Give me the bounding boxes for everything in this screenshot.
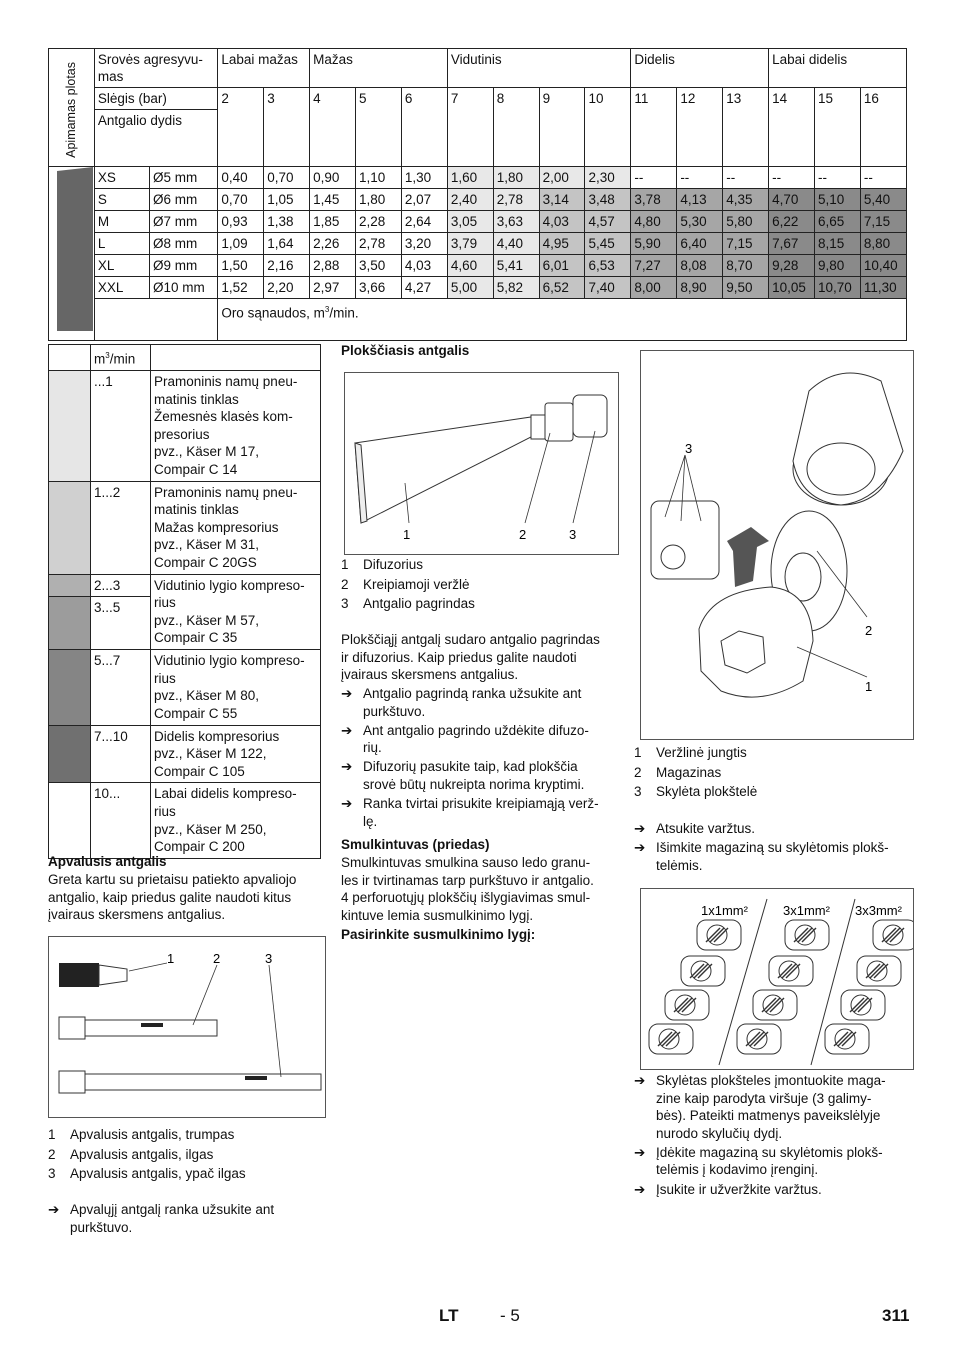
plates-figure (640, 888, 914, 1070)
compressor-description: Didelis kompresorius pvz., Käser M 122, Compair C 105 (151, 725, 321, 783)
aggr-label: Srovės agresyvu-mas (94, 49, 217, 88)
instruction-step: ➔ Įdėkite magaziną su skylėtomis plokš- telėmis į kodavimo įrenginį. (634, 1144, 883, 1178)
diameter-xxl: Ø10 mm (149, 277, 217, 299)
consumption-cell: 0,93 (218, 211, 264, 233)
air-consumption-unit: Oro sąnaudos, $m^3/\min$. (218, 299, 907, 341)
diameter-s: Ø6 mm (149, 189, 217, 211)
consumption-cell: 10,40 (860, 255, 906, 277)
pressure-5: 5 (356, 88, 402, 167)
consumption-cell: 1,30 (401, 167, 447, 189)
consumption-cell: 3,79 (447, 233, 493, 255)
diameter-xs: Ø5 mm (149, 167, 217, 189)
instruction-step: ➔ Ranka tvirtai prisukite kreipiamąją verž- lę. (341, 796, 599, 829)
consumption-cell: 5,90 (631, 233, 677, 255)
diameter-xl: Ø9 mm (149, 255, 217, 277)
consumption-cell: 2,40 (447, 189, 493, 211)
shade-swatch (49, 650, 91, 725)
consumption-cell: 2,30 (585, 167, 631, 189)
consumption-cell: 9,80 (815, 255, 861, 277)
side-label-cell (49, 49, 95, 167)
perforated-plate (825, 1024, 869, 1054)
consumption-cell: 7,15 (723, 233, 769, 255)
consumption-cell: 4,13 (677, 189, 723, 211)
legend-item: 2 Kreipiamoji veržlė (341, 576, 470, 592)
instruction-step: ➔ Atsukite varžtus. (634, 821, 756, 836)
group-very-small: Labai mažas (218, 49, 310, 88)
consumption-cell: 4,57 (585, 211, 631, 233)
consumption-cell: -- (631, 167, 677, 189)
consumption-cell: 1,09 (218, 233, 264, 255)
arrow-right-icon: ➔ (341, 796, 353, 812)
flat-text: Plokščiąjį antgalį sudaro antgalio pagrindas ir difuzorius. Kaip priedus galite naudoti įvairaus skersmens antgalius. (341, 632, 600, 683)
consumption-cell: 8,15 (815, 233, 861, 255)
pressure-16: 16 (860, 88, 906, 167)
perforated-plate (873, 920, 913, 950)
consumption-cell: 5,45 (585, 233, 631, 255)
arrow-right-icon: ➔ (341, 686, 353, 701)
crusher-text: Smulkintuvas smulkina sauso ledo granu- les ir tvirtinamas tarp purkštuvo ir antgalio. 4 perforuotųjų plokščių išlygiavimas smul- kintuve lemia susmulkinimo lygį. (341, 855, 594, 923)
diameter-m: Ø7 mm (149, 211, 217, 233)
perforated-plate (649, 1024, 693, 1054)
flat-nozzle-drawing (345, 373, 618, 554)
consumption-cell: 10,70 (815, 277, 861, 299)
pressure-14: 14 (769, 88, 815, 167)
consumption-cell: 3,66 (356, 277, 402, 299)
size-m: M (94, 211, 149, 233)
consumption-cell: 7,27 (631, 255, 677, 277)
compressor-table (48, 344, 321, 859)
legend-item: 3 Skylėta plokštelė (634, 784, 758, 799)
consumption-cell: 7,15 (860, 211, 906, 233)
compressor-description: Pramoninis namų pneu- matinis tinklas Žemesnės klasės kom- presorius pvz., Käser M 17, Compair C 14 (151, 371, 321, 482)
instruction-step: ➔ Antgalio pagrindą ranka užsukite ant purkštuvo. (341, 686, 582, 719)
flow-range: 2...3 (91, 574, 151, 597)
footer-page-number: 311 (882, 1306, 910, 1325)
plates-label-2: 3x1mm² (783, 903, 830, 918)
consumption-cell: 5,80 (723, 211, 769, 233)
flat-nozzle-figure (344, 372, 619, 555)
consumption-cell: 1,52 (218, 277, 264, 299)
pressure-4: 4 (310, 88, 356, 167)
pressure-label: Slėgis (bar) (94, 88, 217, 110)
pressure-6: 6 (401, 88, 447, 167)
perforated-plate (737, 1024, 781, 1054)
perforated-plate (841, 990, 885, 1020)
shade-swatch (49, 783, 91, 858)
consumption-cell: 9,50 (723, 277, 769, 299)
consumption-cell: -- (723, 167, 769, 189)
legend-item: 1 Veržlinė jungtis (634, 745, 747, 760)
consumption-cell: -- (860, 167, 906, 189)
consumption-cell: 3,05 (447, 211, 493, 233)
flow-range: 10... (91, 783, 151, 858)
shade-swatch (49, 371, 91, 482)
perforated-plate (681, 956, 725, 986)
round-callout-1: 1 (167, 951, 175, 966)
flat-title: Plokščiasis antgalis (341, 343, 470, 358)
consumption-cell: 10,05 (769, 277, 815, 299)
consumption-cell: 4,35 (723, 189, 769, 211)
pressure-12: 12 (677, 88, 723, 167)
consumption-cell: 6,22 (769, 211, 815, 233)
consumption-cell: 5,00 (447, 277, 493, 299)
consumption-cell: -- (815, 167, 861, 189)
consumption-cell: 2,97 (310, 277, 356, 299)
consumption-cell: 5,40 (860, 189, 906, 211)
footer-page-local: - 5 (500, 1306, 520, 1325)
compressor-description: Vidutinio lygio kompreso- rius pvz., Käser M 57, Compair C 35 (151, 574, 321, 650)
plates-label-3: 3x3mm² (855, 903, 902, 918)
round-title: Apvalusis antgalis (48, 854, 167, 869)
pressure-7: 7 (447, 88, 493, 167)
crusher-callout-2: 2 (865, 623, 873, 638)
arrow-right-icon: ➔ (634, 821, 646, 836)
instruction-step: ➔ Difuzorių pasukite taip, kad plokščia srovė būtų nukreipta norima kryptimi. (341, 759, 585, 792)
consumption-cell: 3,14 (539, 189, 585, 211)
consumption-cell: 7,40 (585, 277, 631, 299)
consumption-cell: 5,10 (815, 189, 861, 211)
size-label: Antgalio dydis (94, 110, 217, 167)
arrow-right-icon: ➔ (341, 759, 353, 775)
consumption-cell: 2,78 (493, 189, 539, 211)
consumption-cell: -- (677, 167, 723, 189)
round-callout-3: 3 (265, 951, 273, 966)
flow-range: 5...7 (91, 650, 151, 725)
consumption-cell: 1,80 (356, 189, 402, 211)
arrow-right-icon: ➔ (634, 1144, 646, 1160)
shade-swatch (49, 481, 91, 574)
flat-callout-1: 1 (403, 527, 411, 542)
side-label: Apimamas plotas (63, 62, 78, 158)
perforated-plate (769, 956, 813, 986)
legend-item: 1 Difuzorius (341, 557, 424, 572)
consumption-cell: 8,70 (723, 255, 769, 277)
pressure-9: 9 (539, 88, 585, 167)
flow-header: $m^3/\min$ (91, 345, 151, 371)
instruction-step: ➔ Apvalųjį antgalį ranka užsukite ant purkštuvo. (48, 1202, 275, 1235)
consumption-cell: 2,88 (310, 255, 356, 277)
consumption-cell: 3,50 (356, 255, 402, 277)
consumption-cell: 8,08 (677, 255, 723, 277)
plates-label-1: 1x1mm² (701, 903, 748, 918)
pressure-3: 3 (264, 88, 310, 167)
consumption-cell: 5,82 (493, 277, 539, 299)
consumption-cell: 0,70 (264, 167, 310, 189)
consumption-cell: 0,70 (218, 189, 264, 211)
pressure-8: 8 (493, 88, 539, 167)
pressure-11: 11 (631, 88, 677, 167)
consumption-cell: 1,50 (218, 255, 264, 277)
consumption-cell: 9,28 (769, 255, 815, 277)
arrow-right-icon: ➔ (341, 722, 353, 738)
size-xxl: XXL (94, 277, 149, 299)
crusher-subtitle: Pasirinkite susmulkinimo lygį: (341, 927, 536, 942)
consumption-cell: 6,53 (585, 255, 631, 277)
consumption-cell: 1,38 (264, 211, 310, 233)
flow-range: ...1 (91, 371, 151, 482)
consumption-cell: 4,80 (631, 211, 677, 233)
consumption-cell: 3,20 (401, 233, 447, 255)
perforated-plate (785, 920, 829, 950)
consumption-cell: 4,27 (401, 277, 447, 299)
instruction-step: ➔ Įsukite ir užveržkite varžtus. (634, 1181, 822, 1197)
round-text: Greta kartu su prietaisu patiekto apvaliojo antgalio, kaip priedus galite naudoti kitus įvairaus skersmens antgalius. (48, 872, 297, 923)
diameter-l: Ø8 mm (149, 233, 217, 255)
crusher-figure (640, 350, 914, 740)
consumption-cell: 2,28 (356, 211, 402, 233)
crusher-callout-1: 1 (865, 679, 873, 694)
coverage-wedge (49, 167, 93, 331)
footer-lang: LT (439, 1306, 459, 1325)
group-medium: Vidutinis (447, 49, 631, 88)
crusher-callout-3: 3 (685, 441, 693, 456)
consumption-cell: 0,40 (218, 167, 264, 189)
size-s: S (94, 189, 149, 211)
round-callout-2: 2 (213, 951, 221, 966)
consumption-cell: 1,64 (264, 233, 310, 255)
consumption-cell: 1,10 (356, 167, 402, 189)
pressure-2: 2 (218, 88, 264, 167)
consumption-cell: 5,41 (493, 255, 539, 277)
pressure-15: 15 (815, 88, 861, 167)
consumption-cell: 1,05 (264, 189, 310, 211)
consumption-cell: 5,30 (677, 211, 723, 233)
flat-callout-2: 2 (519, 527, 527, 542)
arrow-right-icon: ➔ (48, 1202, 60, 1217)
flow-range: 7...10 (91, 725, 151, 783)
air-consumption-table (48, 48, 907, 341)
consumption-cell: 3,48 (585, 189, 631, 211)
arrow-right-icon: ➔ (634, 1181, 646, 1197)
consumption-cell: 6,01 (539, 255, 585, 277)
consumption-cell: 4,60 (447, 255, 493, 277)
compressor-description: Labai didelis kompreso- rius pvz., Käser M 250, Compair C 200 (151, 783, 321, 858)
consumption-cell: 1,80 (493, 167, 539, 189)
plates-drawing (641, 889, 913, 1069)
pressure-13: 13 (723, 88, 769, 167)
shade-swatch (49, 725, 91, 783)
consumption-cell: 4,03 (539, 211, 585, 233)
perforated-plate (857, 956, 901, 986)
compressor-description: Pramoninis namų pneu- matinis tinklas Mažas kompresorius pvz., Käser M 31, Compair C 20GS (151, 481, 321, 574)
consumption-cell: 11,30 (860, 277, 906, 299)
instruction-step: ➔ Skylėtas plokšteles įmontuokite maga- zine kaip parodyta viršuje (3 galimy- bės). Pateikti matmenys paveikslėlyje nurodo skylučių dydį. (634, 1073, 886, 1141)
perforated-plate (753, 990, 797, 1020)
instruction-step: ➔ Ant antgalio pagrindo uždėkite difuzo- rių. (341, 722, 589, 756)
consumption-cell: 4,70 (769, 189, 815, 211)
size-xs: XS (94, 167, 149, 189)
consumption-cell: 2,16 (264, 255, 310, 277)
flow-range: 3...5 (91, 597, 151, 650)
consumption-cell: 2,07 (401, 189, 447, 211)
consumption-cell: 2,78 (356, 233, 402, 255)
group-very-large: Labai didelis (769, 49, 907, 88)
pressure-10: 10 (585, 88, 631, 167)
consumption-cell: 3,63 (493, 211, 539, 233)
legend-item: 1 Apvalusis antgalis, trumpas (48, 1127, 235, 1142)
consumption-cell: 8,00 (631, 277, 677, 299)
shade-swatch (49, 574, 91, 597)
consumption-cell: 7,67 (769, 233, 815, 255)
round-nozzle-figure (48, 936, 326, 1118)
flat-callout-3: 3 (569, 527, 577, 542)
consumption-cell: 1,85 (310, 211, 356, 233)
consumption-cell: 2,20 (264, 277, 310, 299)
legend-item: 3 Apvalusis antgalis, ypač ilgas (48, 1166, 246, 1181)
consumption-cell: 4,95 (539, 233, 585, 255)
flow-range: 1...2 (91, 481, 151, 574)
arrow-right-icon: ➔ (634, 840, 646, 856)
size-l: L (94, 233, 149, 255)
group-large: Didelis (631, 49, 769, 88)
consumption-cell: 2,00 (539, 167, 585, 189)
consumption-cell: 8,80 (860, 233, 906, 255)
consumption-cell: 2,64 (401, 211, 447, 233)
size-xl: XL (94, 255, 149, 277)
crusher-drawing (641, 351, 913, 739)
round-nozzle-drawing (49, 937, 325, 1117)
crusher-title: Smulkintuvas (priedas) (341, 837, 490, 852)
legend-item: 2 Magazinas (634, 764, 722, 780)
shade-swatch (49, 597, 91, 650)
consumption-cell: 2,26 (310, 233, 356, 255)
consumption-cell: 4,03 (401, 255, 447, 277)
compressor-description: Vidutinio lygio kompreso- rius pvz., Käser M 80, Compair C 55 (151, 650, 321, 725)
perforated-plate (665, 990, 709, 1020)
consumption-cell: 1,45 (310, 189, 356, 211)
perforated-plate (697, 920, 741, 950)
arrow-right-icon: ➔ (634, 1073, 646, 1088)
consumption-cell: 3,78 (631, 189, 677, 211)
consumption-cell: 1,60 (447, 167, 493, 189)
consumption-cell: 8,90 (677, 277, 723, 299)
consumption-cell: 6,65 (815, 211, 861, 233)
legend-item: 2 Apvalusis antgalis, ilgas (48, 1146, 214, 1162)
consumption-cell: -- (769, 167, 815, 189)
group-small: Mažas (310, 49, 448, 88)
instruction-step: ➔ Išimkite magaziną su skylėtomis plokš- telėmis. (634, 840, 889, 873)
legend-item: 3 Antgalio pagrindas (341, 596, 475, 611)
consumption-cell: 4,40 (493, 233, 539, 255)
consumption-cell: 6,40 (677, 233, 723, 255)
consumption-cell: 6,52 (539, 277, 585, 299)
consumption-cell: 0,90 (310, 167, 356, 189)
